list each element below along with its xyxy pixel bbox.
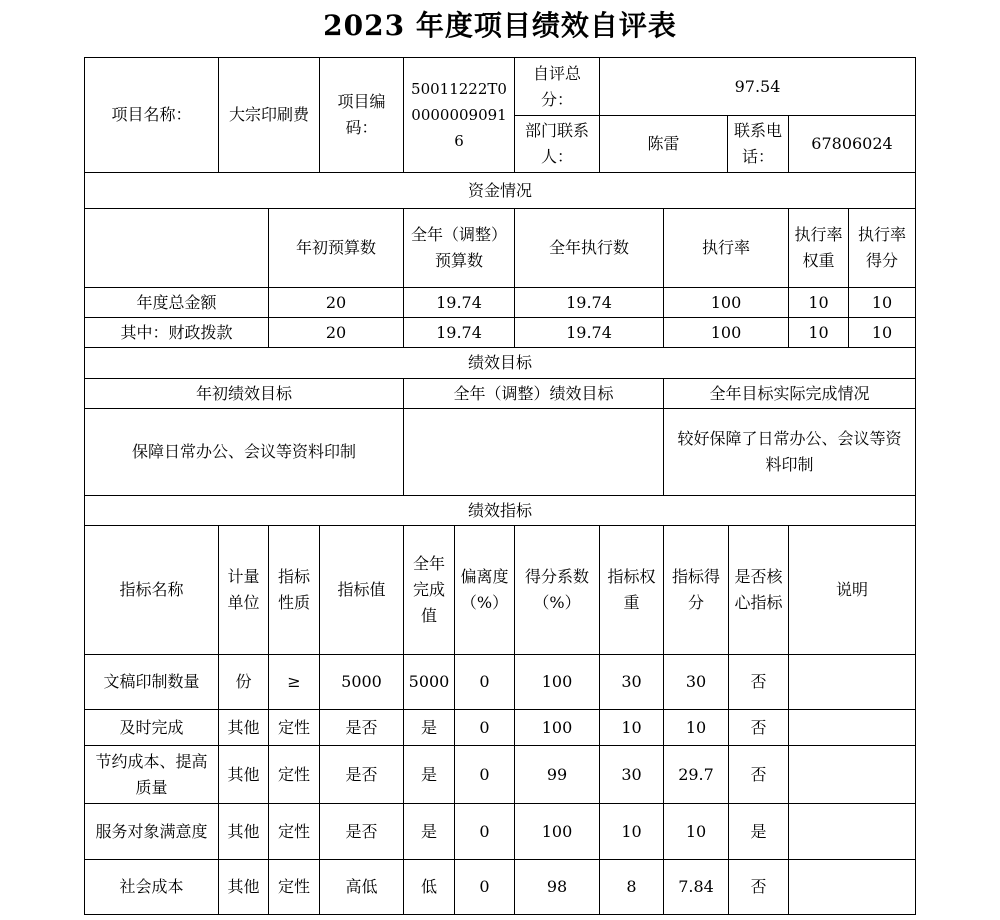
table-row-name: 服务对象满意度 xyxy=(84,803,219,860)
funds-header-blank xyxy=(84,208,269,288)
table-cell: 0 xyxy=(454,745,515,804)
table-cell: 5000 xyxy=(319,654,404,710)
table-cell: ≥ xyxy=(268,654,320,710)
goals-section-title: 绩效目标 xyxy=(84,347,916,379)
phone: 67806024 xyxy=(788,115,916,173)
goals-adjusted xyxy=(403,408,664,496)
table-cell: 是 xyxy=(403,745,455,804)
project-name-label: 项目名称： xyxy=(84,57,219,173)
funds-cell: 19.74 xyxy=(514,317,664,348)
funds-cell: 19.74 xyxy=(403,317,515,348)
ind-col-target: 指标值 xyxy=(319,525,404,655)
ind-col-score: 指标得分 xyxy=(663,525,729,655)
ind-col-actual: 全年完成值 xyxy=(403,525,455,655)
table-cell: 是否 xyxy=(319,745,404,804)
table-cell: 98 xyxy=(514,859,600,915)
funds-col-adjusted-budget: 全年（调整）预算数 xyxy=(403,208,515,288)
dept-contact: 陈雷 xyxy=(599,115,728,173)
funds-cell: 100 xyxy=(663,287,789,318)
table-cell: 0 xyxy=(454,709,515,746)
goals-initial: 保障日常办公、会议等资料印制 xyxy=(84,408,404,496)
project-code: 50011222T000000090916 xyxy=(403,57,515,173)
table-cell: 0 xyxy=(454,859,515,915)
table-cell: 其他 xyxy=(218,859,269,915)
table-cell: 定性 xyxy=(268,745,320,804)
funds-col-initial-budget: 年初预算数 xyxy=(268,208,404,288)
funds-col-executed: 全年执行数 xyxy=(514,208,664,288)
table-cell: 10 xyxy=(599,803,664,860)
self-score: 97.54 xyxy=(599,57,916,116)
table-cell: 30 xyxy=(663,654,729,710)
funds-cell: 10 xyxy=(788,317,849,348)
table-cell: 定性 xyxy=(268,709,320,746)
ind-col-weight: 指标权重 xyxy=(599,525,664,655)
goals-col-initial: 年初绩效目标 xyxy=(84,378,404,409)
page-title: 2023 年度项目绩效自评表 xyxy=(323,9,677,42)
table-row-name: 文稿印制数量 xyxy=(84,654,219,710)
table-cell: 是否 xyxy=(319,709,404,746)
table-cell xyxy=(788,859,916,915)
funds-cell: 10 xyxy=(848,317,916,348)
goals-actual: 较好保障了日常办公、会议等资料印制 xyxy=(663,408,916,496)
phone-label: 联系电话： xyxy=(727,115,789,173)
goals-col-adjusted: 全年（调整）绩效目标 xyxy=(403,378,664,409)
table-cell: 100 xyxy=(514,803,600,860)
dept-contact-label: 部门联系人： xyxy=(514,115,600,173)
indicators-section-title: 绩效指标 xyxy=(84,495,916,526)
table-cell: 7.84 xyxy=(663,859,729,915)
table-cell: 100 xyxy=(514,654,600,710)
table-cell: 是 xyxy=(403,803,455,860)
table-cell: 30 xyxy=(599,745,664,804)
table-cell: 是 xyxy=(403,709,455,746)
table-cell: 是否 xyxy=(319,803,404,860)
table-cell: 其他 xyxy=(218,803,269,860)
table-cell: 10 xyxy=(663,803,729,860)
table-cell: 其他 xyxy=(218,709,269,746)
table-cell xyxy=(788,709,916,746)
table-cell: 100 xyxy=(514,709,600,746)
table-cell: 低 xyxy=(403,859,455,915)
table-row-name: 及时完成 xyxy=(84,709,219,746)
table-cell: 其他 xyxy=(218,745,269,804)
funds-cell: 20 xyxy=(268,287,404,318)
table-row-name: 节约成本、提高质量 xyxy=(84,745,219,804)
table-cell: 否 xyxy=(728,745,789,804)
goals-col-actual: 全年目标实际完成情况 xyxy=(663,378,916,409)
ind-col-deviation: 偏离度（%） xyxy=(454,525,515,655)
ind-col-coefficient: 得分系数（%） xyxy=(514,525,600,655)
funds-row-label: 其中：财政拨款 xyxy=(84,317,269,348)
ind-col-core: 是否核心指标 xyxy=(728,525,789,655)
table-cell: 10 xyxy=(599,709,664,746)
table-cell: 否 xyxy=(728,654,789,710)
table-cell: 0 xyxy=(454,654,515,710)
ind-col-unit: 计量单位 xyxy=(218,525,269,655)
table-cell xyxy=(788,745,916,804)
table-cell xyxy=(788,803,916,860)
ind-col-name: 指标名称 xyxy=(84,525,219,655)
table-cell: 0 xyxy=(454,803,515,860)
project-name: 大宗印刷费 xyxy=(218,57,320,173)
self-score-label: 自评总分： xyxy=(514,57,600,116)
table-cell: 8 xyxy=(599,859,664,915)
table-cell: 5000 xyxy=(403,654,455,710)
funds-cell: 19.74 xyxy=(403,287,515,318)
funds-col-rate-score: 执行率得分 xyxy=(848,208,916,288)
funds-cell: 100 xyxy=(663,317,789,348)
funds-cell: 10 xyxy=(848,287,916,318)
table-cell: 99 xyxy=(514,745,600,804)
ind-col-nature: 指标性质 xyxy=(268,525,320,655)
table-cell: 定性 xyxy=(268,859,320,915)
funds-cell: 10 xyxy=(788,287,849,318)
table-cell: 10 xyxy=(663,709,729,746)
funds-row-label: 年度总金额 xyxy=(84,287,269,318)
table-cell xyxy=(788,654,916,710)
ind-col-note: 说明 xyxy=(788,525,916,655)
project-code-label: 项目编码： xyxy=(319,57,404,173)
funds-cell: 19.74 xyxy=(514,287,664,318)
table-cell: 30 xyxy=(599,654,664,710)
table-cell: 否 xyxy=(728,859,789,915)
funds-cell: 20 xyxy=(268,317,404,348)
table-cell: 定性 xyxy=(268,803,320,860)
table-cell: 高低 xyxy=(319,859,404,915)
table-row-name: 社会成本 xyxy=(84,859,219,915)
table-cell: 是 xyxy=(728,803,789,860)
table-cell: 否 xyxy=(728,709,789,746)
table-cell: 29.7 xyxy=(663,745,729,804)
funds-section-title: 资金情况 xyxy=(84,172,916,209)
funds-col-rate-weight: 执行率权重 xyxy=(788,208,849,288)
funds-col-exec-rate: 执行率 xyxy=(663,208,789,288)
table-cell: 份 xyxy=(218,654,269,710)
